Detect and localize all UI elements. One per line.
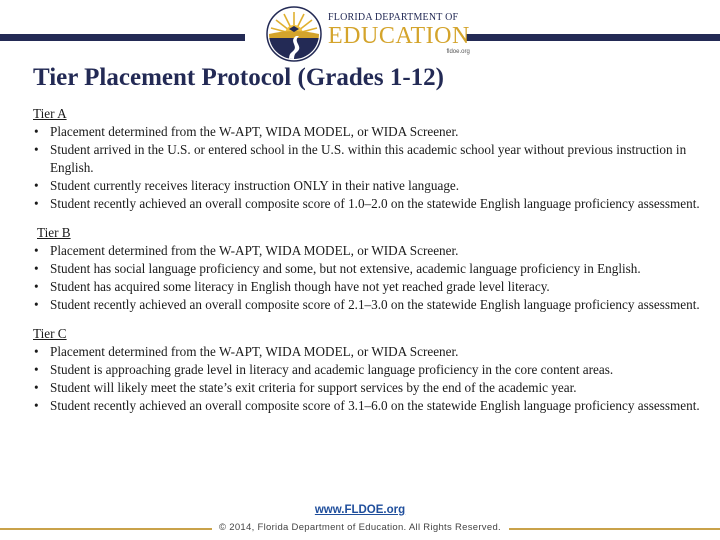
header-rule-left: [0, 34, 245, 41]
fldoe-seal-icon: [266, 6, 322, 62]
logo-line-2: EDUCATION: [328, 23, 470, 49]
fldoe-website-link[interactable]: www.FLDOE.org: [314, 504, 406, 516]
fldoe-logo: [266, 6, 470, 62]
list-item: • Student recently achieved an overall composite score of 2.1–3.0 on the statewide English language proficiency assessment.: [34, 297, 700, 312]
tier-c-heading: Tier C: [33, 326, 67, 341]
list-item: • Student has social language proficiency and some, but not extensive, academic language proficiency in English.: [34, 261, 641, 276]
bullet-icon: •: [34, 362, 39, 377]
list-item: • Student has acquired some literacy in English though have not yet reached grade level literacy.: [34, 279, 550, 294]
tier-a-heading: Tier A: [33, 106, 67, 121]
list-item: • Student recently achieved an overall composite score of 3.1–6.0 on the statewide English language proficiency assessment.: [34, 398, 700, 413]
bullet-icon: •: [34, 243, 39, 258]
list-item: • Student is approaching grade level in literacy and academic language proficiency in the core content areas.: [34, 362, 614, 377]
tier-b-section: [33, 224, 713, 314]
list-item: • Student will likely meet the state’s exit criteria for support services by the end of the academic year.: [34, 380, 577, 395]
logo-line-1: FLORIDA DEPARTMENT OF: [328, 12, 459, 23]
logo-line-3: fldoe.org: [446, 49, 470, 55]
tier-c-list: [33, 343, 713, 415]
bullet-icon: •: [34, 398, 39, 413]
bullet-icon: •: [34, 380, 39, 395]
tier-b-list: [33, 242, 713, 314]
logo-wordmark: [328, 13, 470, 55]
copyright-notice: © 2014, Florida Department of Education. All Rights Reserved.: [219, 522, 501, 533]
page-title: Tier Placement Protocol (Grades 1-12): [33, 64, 444, 91]
tier-b-heading: Tier B: [37, 225, 71, 240]
list-item: • Student recently achieved an overall composite score of 1.0–2.0 on the statewide English language proficiency assessment.: [34, 196, 700, 211]
bullet-icon: •: [34, 261, 39, 276]
bullet-icon: •: [34, 297, 39, 312]
bullet-icon: •: [34, 279, 39, 294]
bullet-icon: •: [34, 196, 39, 211]
list-item: • Student arrived in the U.S. or entered school in the U.S. within this academic school year without previous instruction in English.: [34, 142, 687, 175]
list-item: • Placement determined from the W-APT, WIDA MODEL, or WIDA Screener.: [34, 344, 459, 359]
tier-c-section: [33, 325, 713, 415]
tier-a-section: [33, 105, 713, 213]
bullet-icon: •: [34, 344, 39, 359]
list-item: • Placement determined from the W-APT, WIDA MODEL, or WIDA Screener.: [34, 243, 459, 258]
tier-a-list: [33, 123, 713, 213]
bullet-icon: •: [34, 142, 39, 157]
tier-content: [33, 105, 713, 426]
list-item: • Student currently receives literacy instruction ONLY in their native language.: [34, 178, 460, 193]
bullet-icon: •: [34, 178, 39, 193]
bullet-icon: •: [34, 124, 39, 139]
list-item: • Placement determined from the W-APT, WIDA MODEL, or WIDA Screener.: [34, 124, 459, 139]
